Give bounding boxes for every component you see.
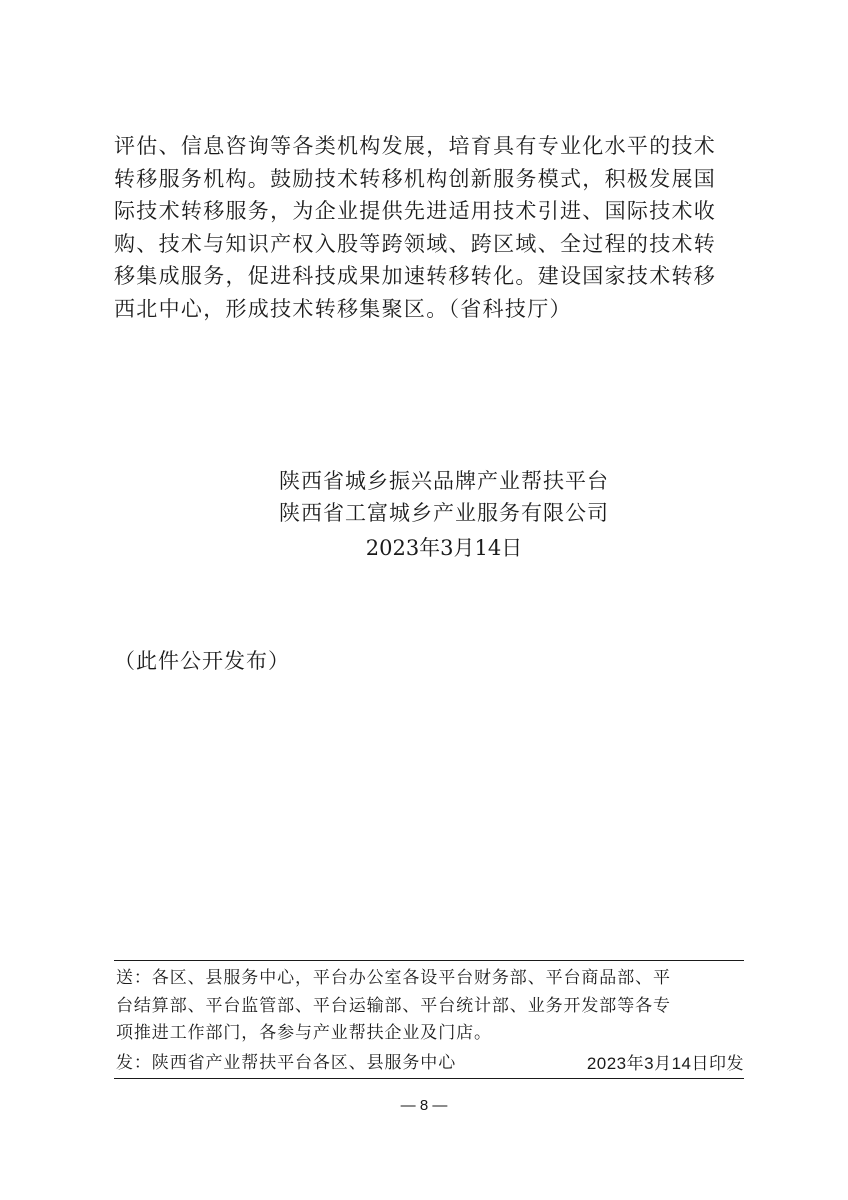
- distribution-line: 台结算部、平台监管部、平台运输部、平台统计部、业务开发部等各专: [116, 995, 671, 1016]
- page-number: — 8 —: [400, 1097, 448, 1114]
- distribution-line: 项推进工作部门，各参与产业帮扶企业及门店。: [116, 1023, 492, 1043]
- body-line: 际技术转移服务，为企业提供先进适用技术引进、国际技术收: [114, 199, 717, 223]
- body-line: 移集成服务，促进科技成果加速转移转化。建设国家技术转移: [114, 264, 717, 288]
- body-line: 购、技术与知识产权入股等跨领域、跨区域、全过程的技术转: [114, 231, 717, 256]
- body-line: 转移服务机构。鼓励技术转移机构创新服务模式，积极发展国: [114, 166, 717, 191]
- body-line: 西北中心，形成技术转移集聚区。（省科技厅）: [114, 296, 572, 321]
- body-line: 评估、信息咨询等各类机构发展，培育具有专业化水平的技术: [114, 134, 717, 158]
- distribution-list: [116, 965, 744, 1048]
- body-paragraph: [114, 130, 748, 325]
- signature-org-1: 陕西省城乡振兴品牌产业帮扶平台: [279, 469, 609, 493]
- bottom-divider: [114, 1078, 744, 1079]
- top-divider: [114, 960, 744, 961]
- distribution-line: 送：各区、县服务中心，平台办公室各设平台财务部、平台商品部、平: [116, 968, 671, 988]
- signature-date: 2023年3月14日: [365, 536, 523, 560]
- release-note: （此件公开发布）: [114, 649, 290, 673]
- signature-org-2: 陕西省工富城乡产业服务有限公司: [279, 501, 609, 525]
- issuer: 发：陕西省产业帮扶平台各区、县服务中心: [116, 1053, 457, 1073]
- issue-date: 2023年3月14日印发: [586, 1054, 744, 1073]
